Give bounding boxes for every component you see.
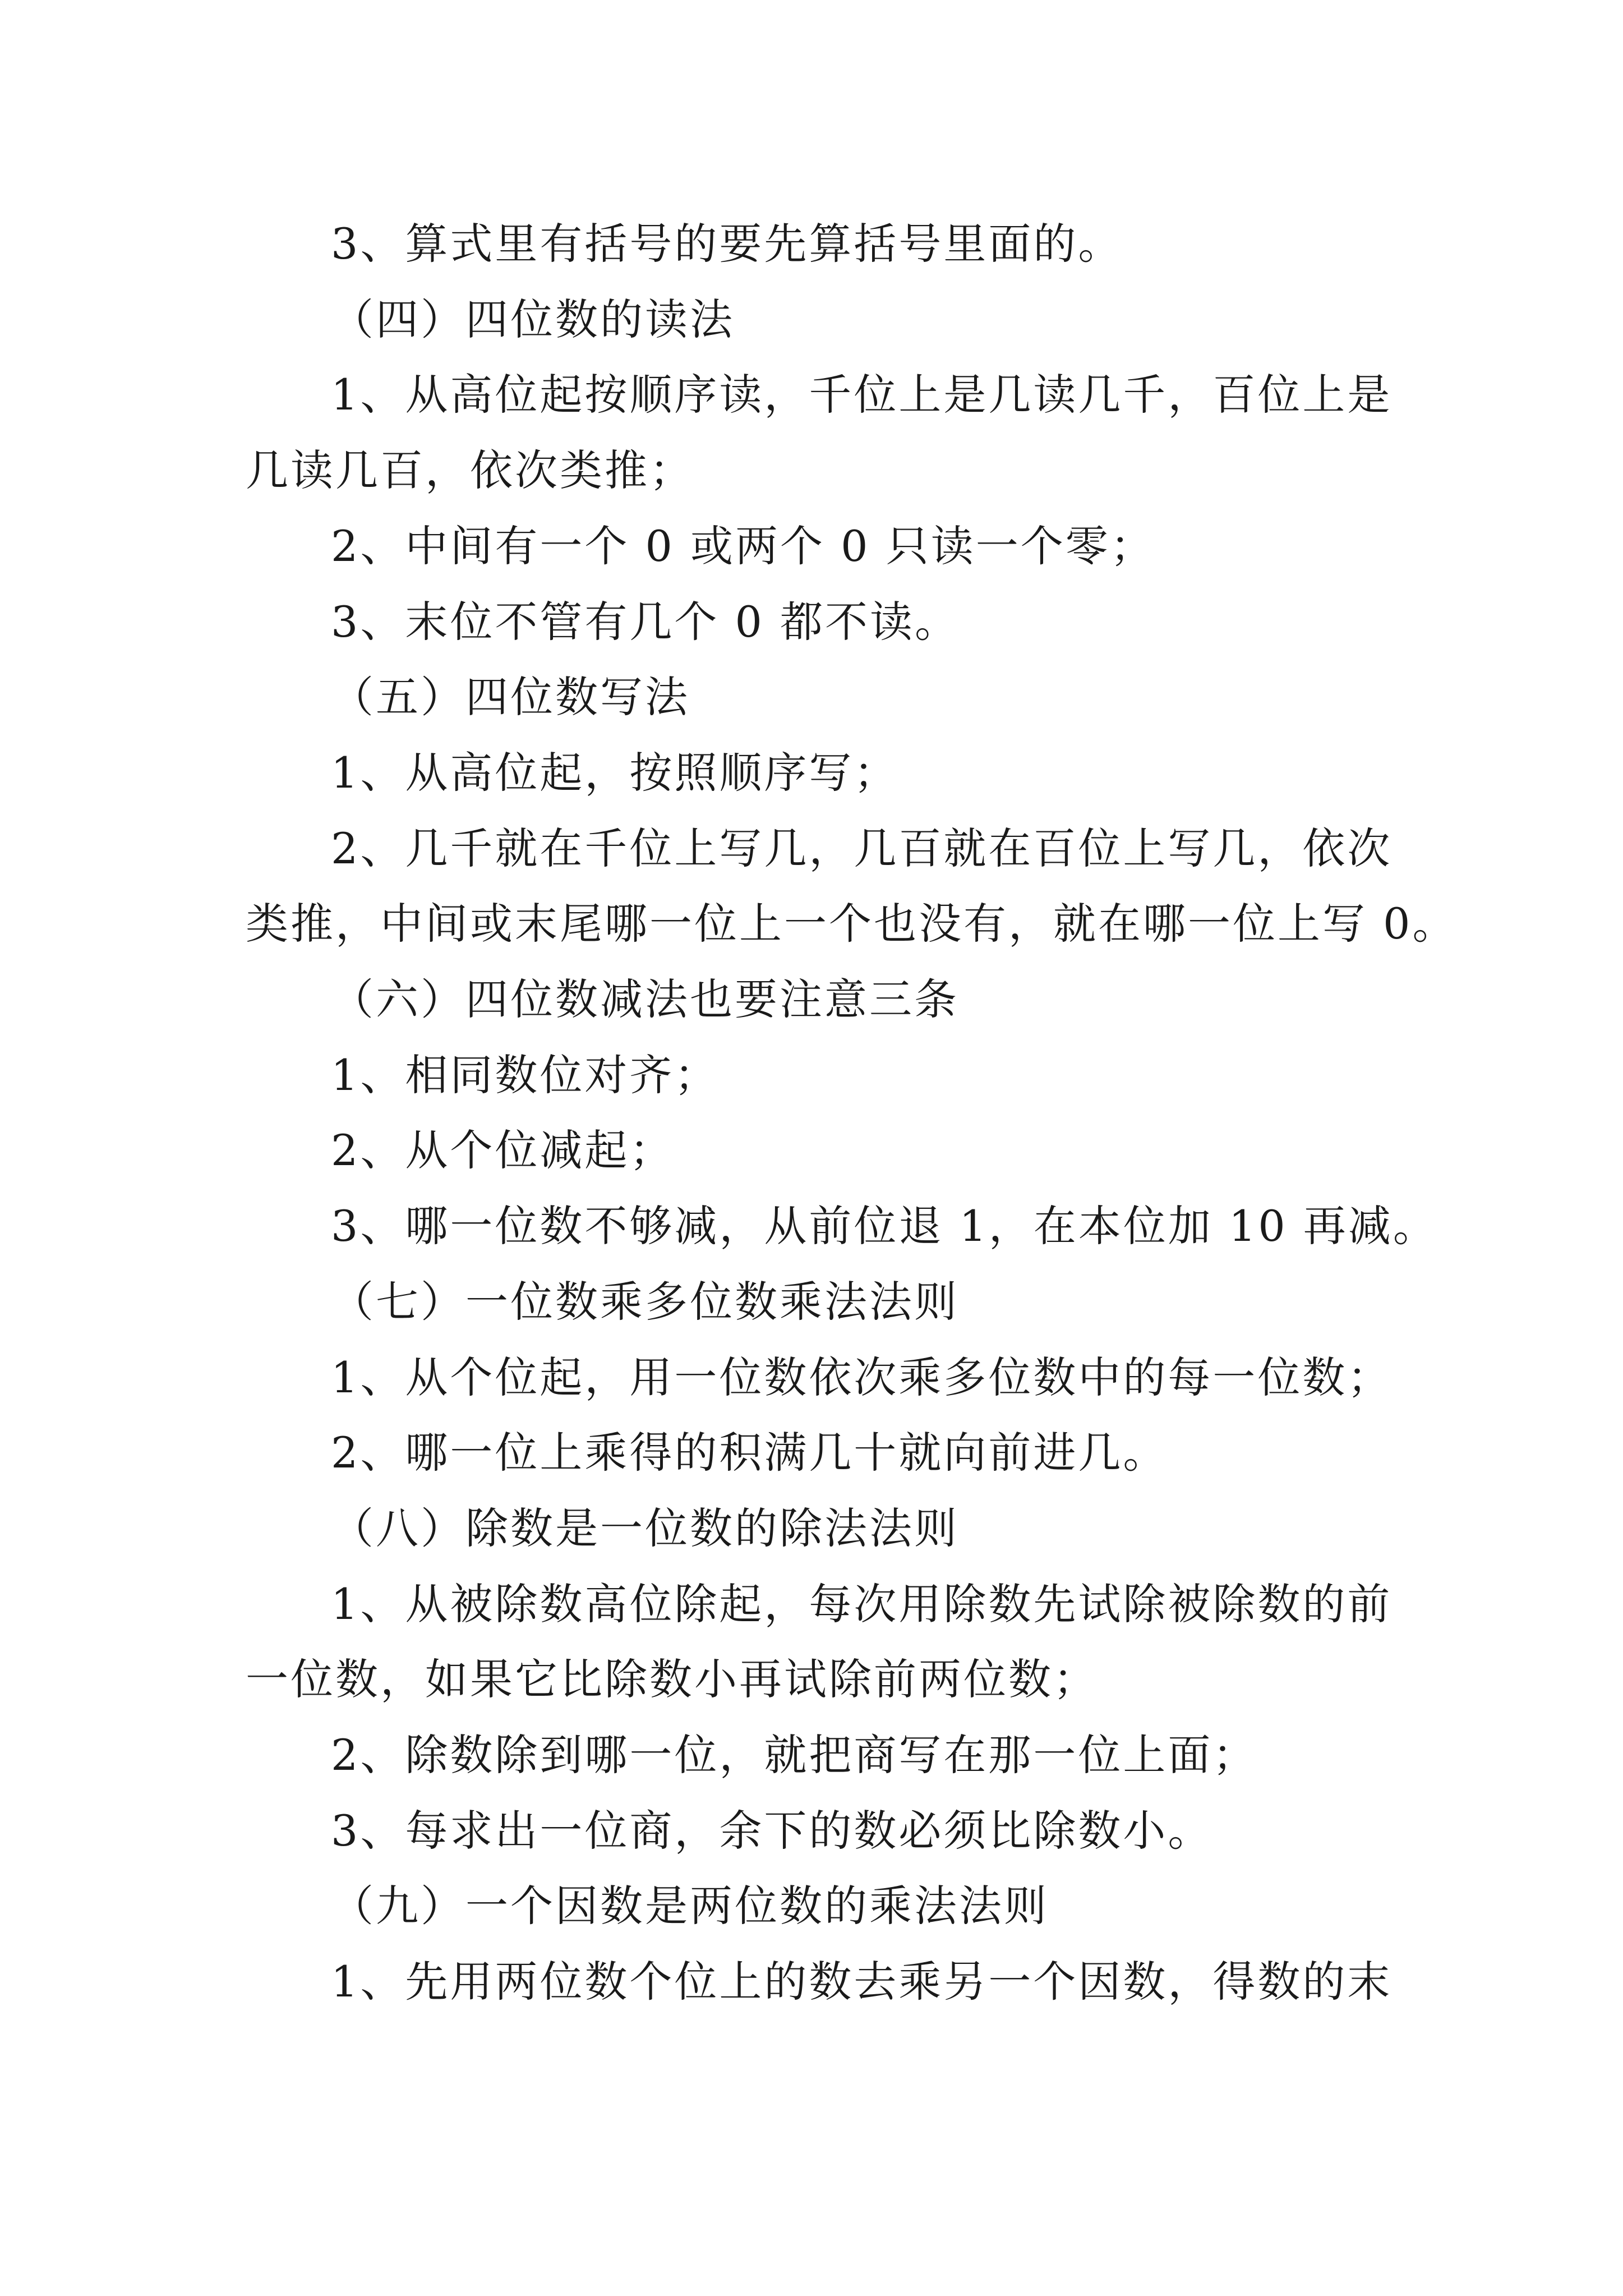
list-item: 2、几千就在千位上写几，几百就在百位上写几，依次 xyxy=(331,823,1393,873)
list-item: 1、从被除数高位除起，每次用除数先试除被除数的前 xyxy=(331,1579,1393,1629)
list-item: 3、末位不管有几个 0 都不读。 xyxy=(331,596,960,647)
list-item-continuation: 一位数，如果它比除数小再试除前两位数； xyxy=(246,1654,1098,1705)
list-item: 1、从高位起，按照顺序写； xyxy=(331,747,899,798)
list-item-continuation: 类推，中间或末尾哪一位上一个也没有，就在哪一位上写 0。 xyxy=(246,899,1458,949)
list-item: 2、哪一位上乘得的积满几十就向前进几。 xyxy=(331,1428,1168,1478)
section-heading: （五）四位数写法 xyxy=(331,672,690,723)
list-item: 1、从个位起，用一位数依次乘多位数中的每一位数； xyxy=(331,1352,1393,1402)
list-item: 2、从个位减起； xyxy=(331,1125,675,1176)
list-item: 1、从高位起按顺序读，千位上是几读几千，百位上是 xyxy=(331,370,1393,420)
section-heading: （四）四位数的读法 xyxy=(331,294,735,344)
list-item: 1、相同数位对齐； xyxy=(331,1050,720,1100)
list-item: 2、除数除到哪一位，就把商写在那一位上面； xyxy=(331,1730,1258,1780)
section-heading: （六）四位数减法也要注意三条 xyxy=(331,974,959,1025)
list-item-continuation: 几读几百，依次类推； xyxy=(246,445,694,496)
section-heading: （八）除数是一位数的除法法则 xyxy=(331,1503,959,1553)
list-item: 3、每求出一位商，余下的数必须比除数小。 xyxy=(331,1805,1213,1856)
document-body xyxy=(246,206,1458,2020)
list-item: 2、中间有一个 0 或两个 0 只读一个零； xyxy=(331,521,1155,571)
section-heading: （九）一个因数是两位数的乘法法则 xyxy=(331,1881,1049,1931)
list-item: 1、先用两位数个位上的数去乘另一个因数，得数的末 xyxy=(331,1957,1393,2007)
section-heading: （七）一位数乘多位数乘法法则 xyxy=(331,1276,959,1327)
list-item: 3、算式里有括号的要先算括号里面的。 xyxy=(331,219,1123,269)
list-item: 3、哪一位数不够减，从前位退 1，在本位加 10 再减。 xyxy=(331,1201,1438,1251)
